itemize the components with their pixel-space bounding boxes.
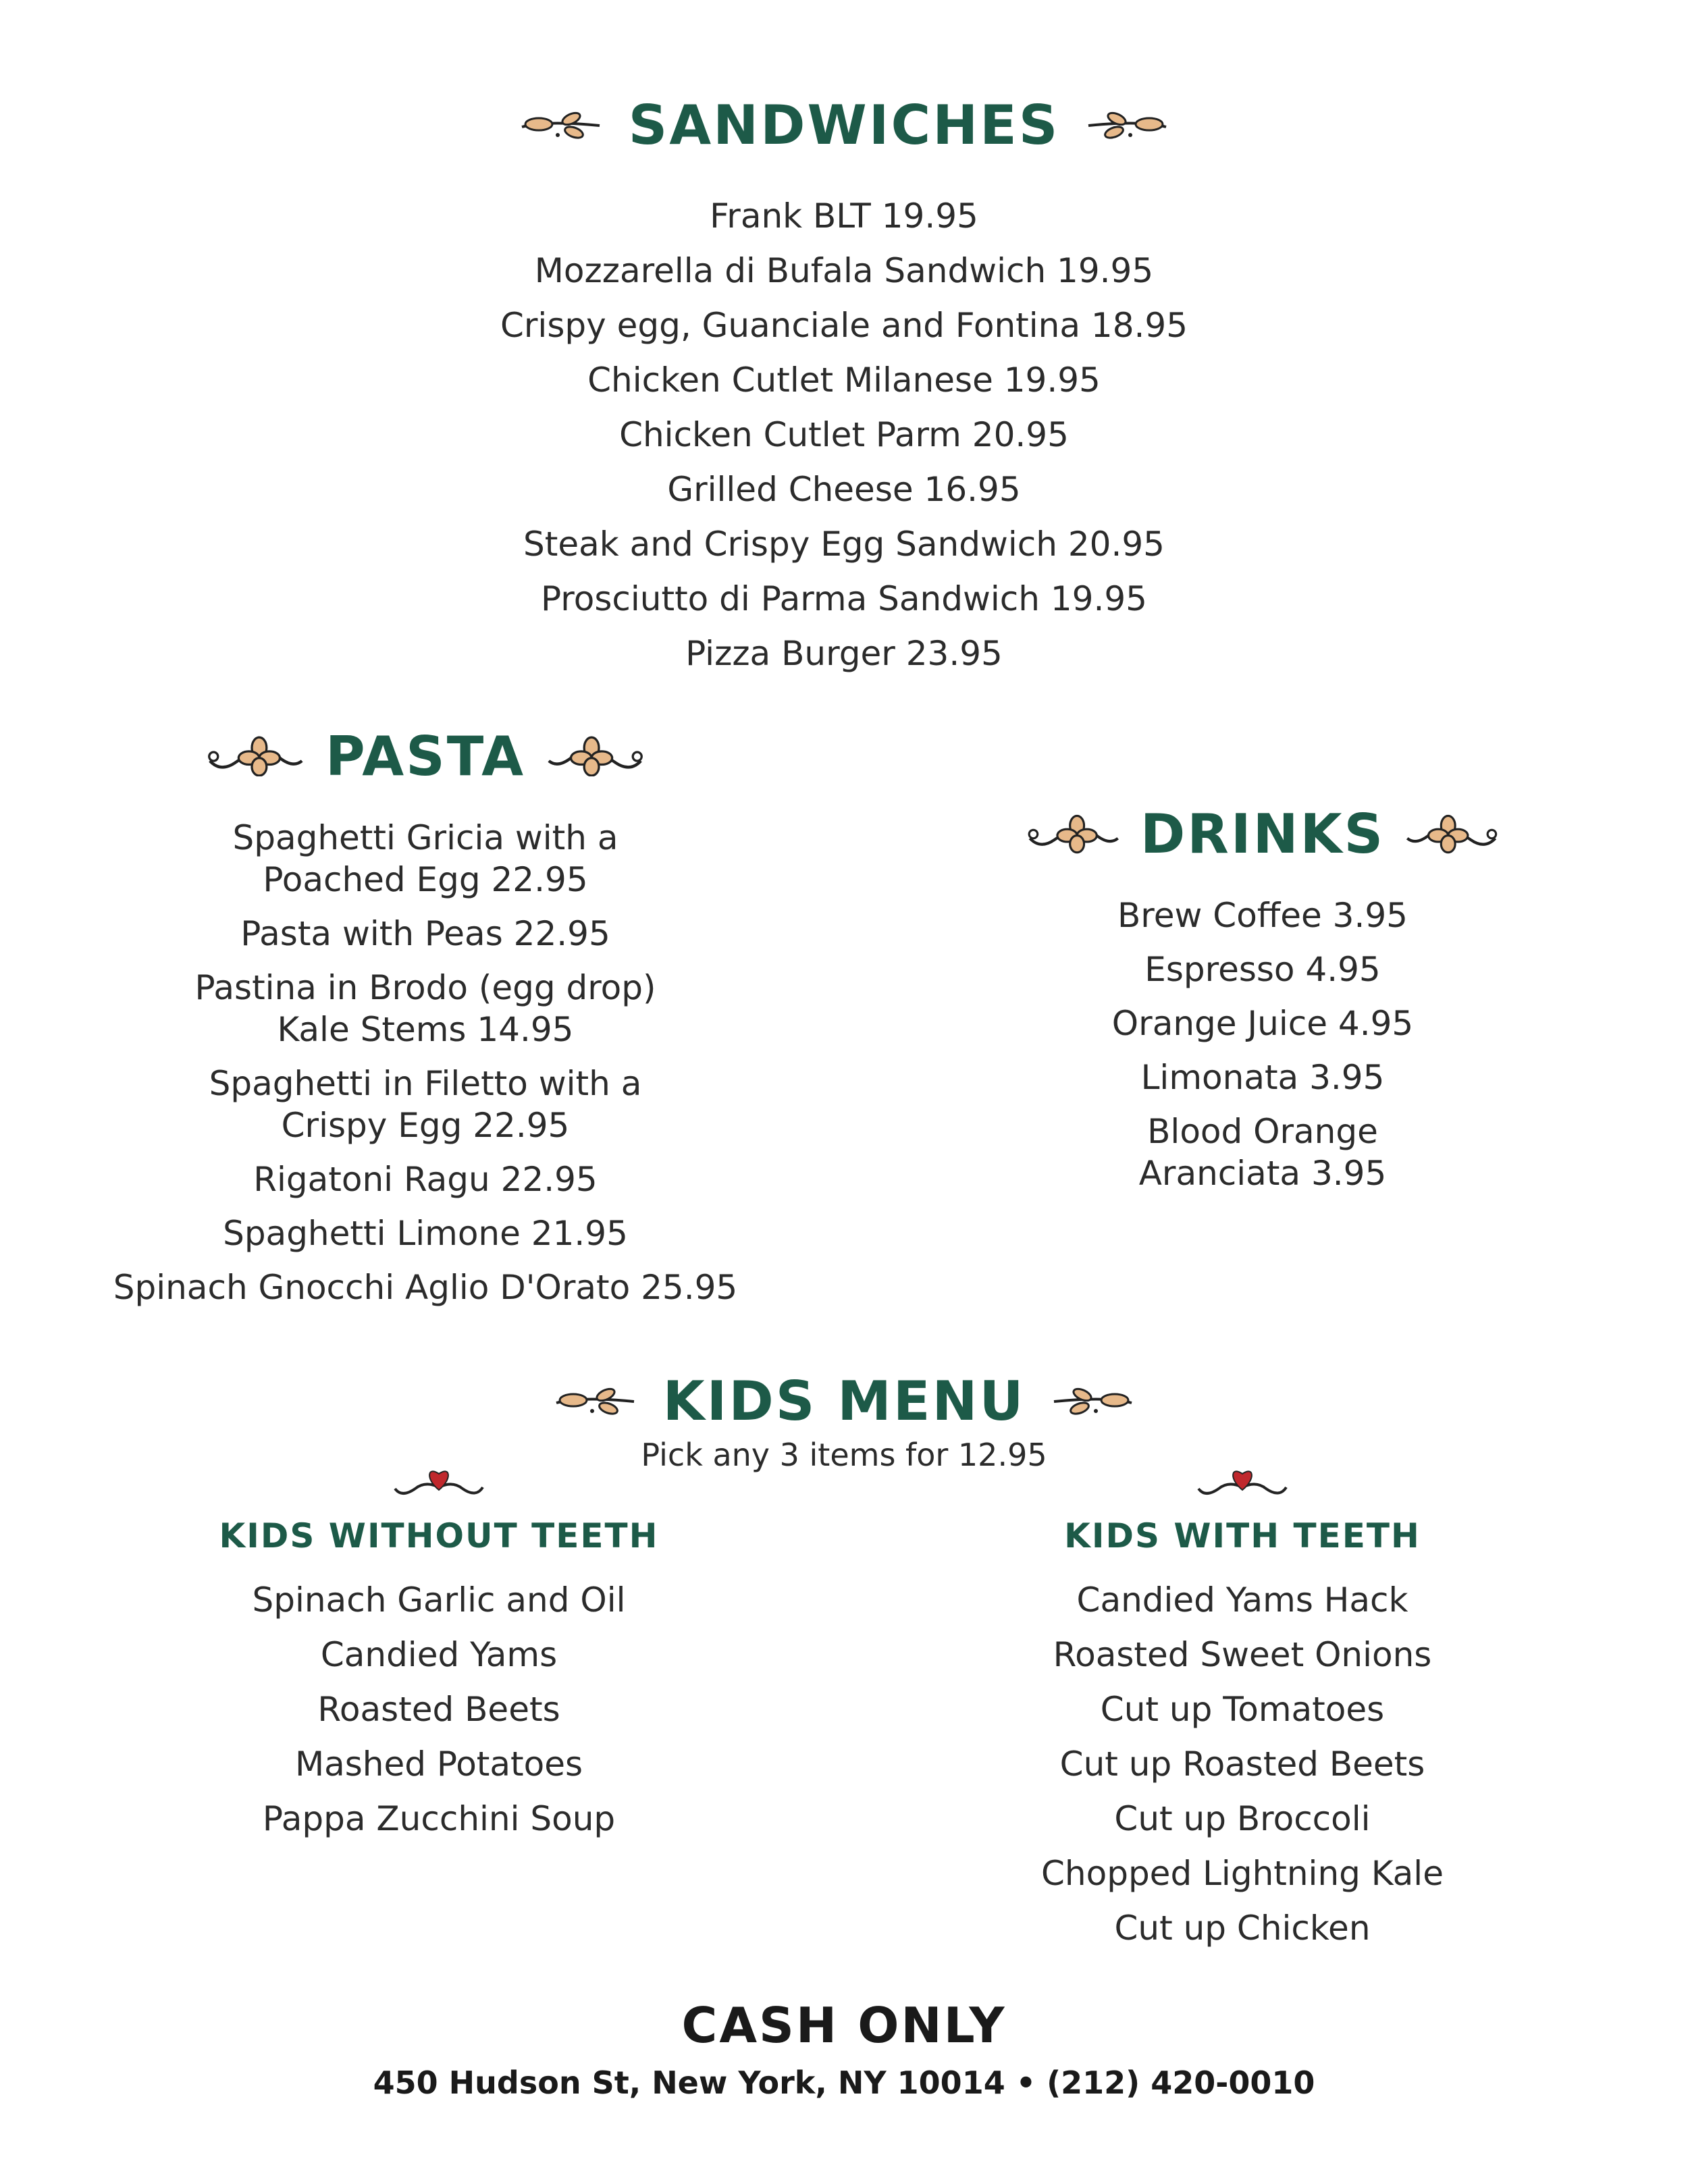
list-item [1026, 895, 1499, 936]
list-item-line: Limonata 3.95 [1140, 1058, 1385, 1097]
list-item-line: Espresso 4.95 [1144, 950, 1381, 989]
leaf-ornament-icon [550, 1384, 644, 1418]
list-item: Cut up Roasted Beets [1059, 1744, 1425, 1784]
list-item: Candied Yams Hack [1076, 1580, 1408, 1620]
leaf-ornament-icon [515, 108, 610, 142]
flower-ornament-icon [1026, 814, 1122, 854]
list-item [68, 913, 783, 955]
list-item [1026, 1003, 1499, 1044]
list-item-line: Aranciata 3.95 [1138, 1154, 1387, 1193]
address-line: 450 Hudson St, New York, NY 10014 • (212) 420-0010 [373, 2065, 1315, 2101]
list-item-line: Spaghetti in Filetto with a [209, 1064, 642, 1103]
drinks-heading [1026, 800, 1499, 868]
list-item [68, 1063, 783, 1146]
drinks-title: DRINKS [1140, 802, 1386, 865]
pasta-title: PASTA [325, 724, 526, 788]
heart-ornament-icon [209, 1462, 668, 1502]
list-item [68, 817, 783, 901]
list-item: Candied Yams [320, 1635, 558, 1674]
kids-heading [0, 1367, 1688, 1435]
pasta-heading [189, 722, 662, 790]
kids-subtitle: Pick any 3 items for 12.95 [641, 1437, 1047, 1473]
drinks-list [1026, 895, 1499, 1194]
leaf-ornament-icon [1078, 108, 1173, 142]
list-item: Chicken Cutlet Parm 20.95 [619, 415, 1069, 454]
list-item-line: Blood Orange [1147, 1112, 1378, 1151]
kids-without-teeth-title: KIDS WITHOUT TEETH [219, 1516, 659, 1555]
list-item: Chopped Lightning Kale [1041, 1854, 1444, 1893]
list-item-line: Pastina in Brodo (egg drop) [194, 968, 656, 1007]
list-item: Chicken Cutlet Milanese 19.95 [587, 361, 1101, 400]
list-item: Grilled Cheese 16.95 [667, 470, 1021, 509]
list-item: Spinach Garlic and Oil [252, 1580, 626, 1620]
list-item-line: Rigatoni Ragu 22.95 [253, 1160, 598, 1199]
list-item-line: Kale Stems 14.95 [277, 1010, 574, 1049]
kids-title: KIDS MENU [662, 1369, 1026, 1433]
list-item: Cut up Tomatoes [1100, 1690, 1385, 1729]
list-item-line: Orange Juice 4.95 [1111, 1004, 1414, 1043]
list-item [68, 967, 783, 1050]
list-item: Cut up Broccoli [1114, 1799, 1371, 1838]
pasta-list [68, 817, 783, 1308]
list-item-line: Brew Coffee 3.95 [1117, 896, 1408, 935]
list-item [68, 1213, 783, 1254]
kids-with-teeth-title: KIDS WITH TEETH [1064, 1516, 1421, 1555]
list-item: Pizza Burger 23.95 [685, 634, 1003, 673]
flower-ornament-icon [205, 736, 307, 776]
list-item: Frank BLT 19.95 [710, 196, 978, 236]
list-item [1026, 1111, 1499, 1194]
heart-ornament-icon [1013, 1462, 1472, 1502]
flower-ornament-icon [1404, 814, 1499, 854]
list-item-line: Spaghetti Limone 21.95 [223, 1214, 628, 1253]
list-item [68, 1267, 783, 1308]
cash-only-notice: CASH ONLY [681, 1997, 1007, 2054]
list-item: Roasted Sweet Onions [1053, 1635, 1432, 1674]
leaf-ornament-icon [1044, 1384, 1138, 1418]
list-item [1026, 1057, 1499, 1098]
kids-with-teeth-list [1013, 1573, 1472, 1956]
list-item: Prosciutto di Parma Sandwich 19.95 [541, 579, 1147, 618]
list-item-line: Spaghetti Gricia with a [232, 818, 618, 857]
sandwiches-heading [0, 91, 1688, 159]
list-item: Mashed Potatoes [294, 1744, 583, 1784]
sandwiches-list [0, 189, 1688, 681]
list-item-line: Crispy Egg 22.95 [281, 1106, 570, 1145]
list-item: Steak and Crispy Egg Sandwich 20.95 [523, 525, 1165, 564]
list-item-line: Poached Egg 22.95 [263, 860, 588, 899]
list-item [68, 1158, 783, 1200]
flower-ornament-icon [544, 736, 645, 776]
list-item: Cut up Chicken [1114, 1909, 1371, 1948]
list-item-line: Spinach Gnocchi Aglio D'Orato 25.95 [113, 1268, 738, 1307]
sandwiches-title: SANDWICHES [628, 93, 1060, 157]
list-item [1026, 949, 1499, 990]
list-item: Mozzarella di Bufala Sandwich 19.95 [534, 251, 1154, 290]
list-item: Pappa Zucchini Soup [262, 1799, 616, 1838]
list-item: Crispy egg, Guanciale and Fontina 18.95 [500, 306, 1188, 345]
list-item: Roasted Beets [317, 1690, 560, 1729]
list-item-line: Pasta with Peas 22.95 [240, 914, 610, 953]
kids-without-teeth-list [209, 1573, 668, 1846]
